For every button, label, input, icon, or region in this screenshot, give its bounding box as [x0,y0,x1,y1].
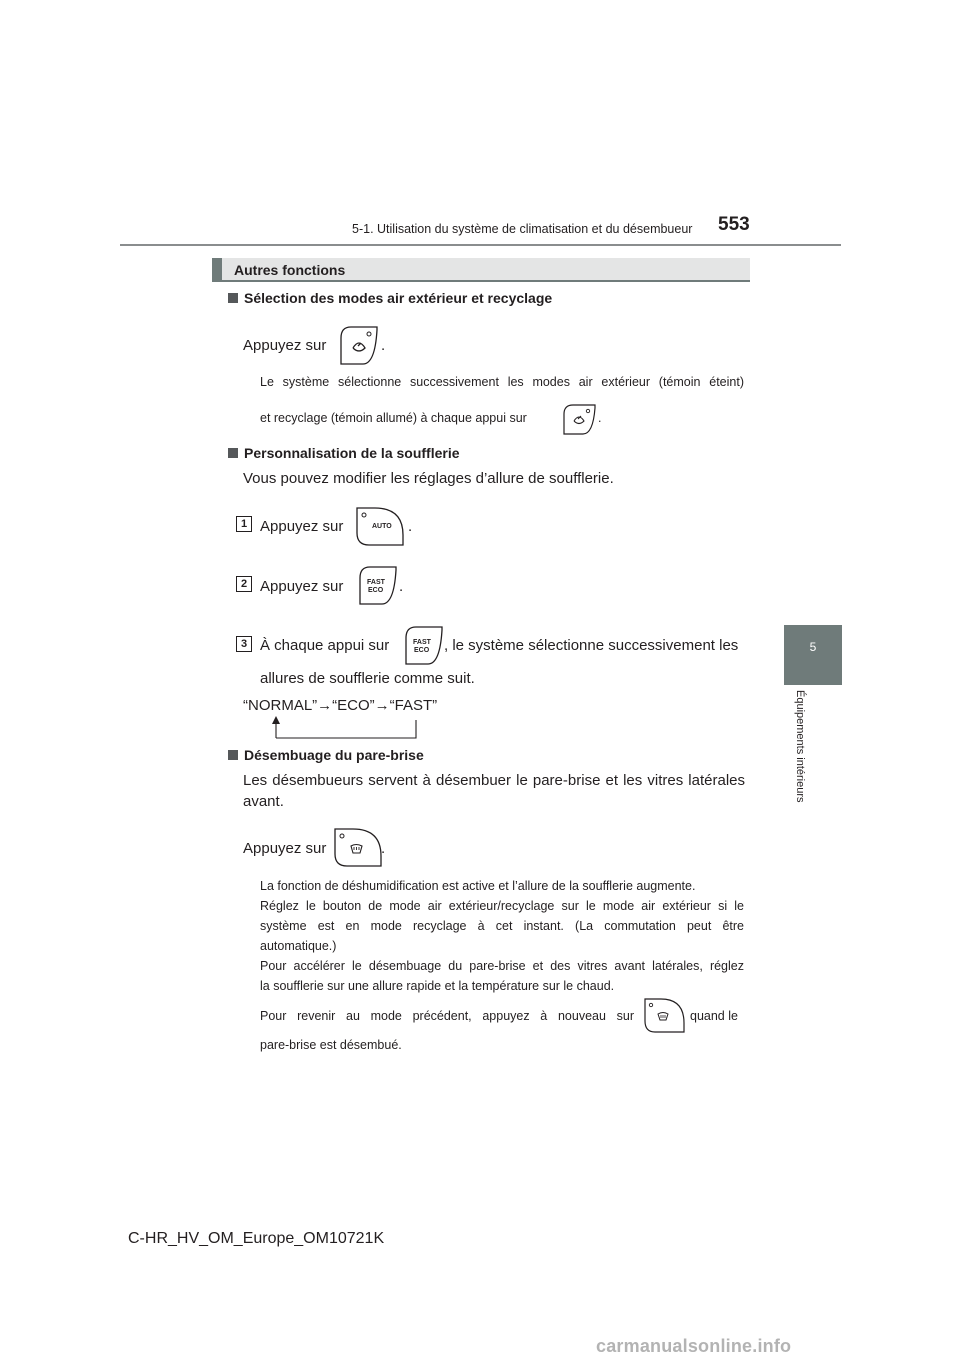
defog-intro-line2: avant. [243,793,284,810]
step-3-number: 3 [236,636,252,652]
page-number: 553 [718,214,750,235]
defog-note: Pour accélérer le désembuage du pare-brise et des vitres avant latérales, réglez [260,959,744,973]
defog-note: la soufflerie sur une allure rapide et la température sur le chaud. [260,979,615,993]
step-2-text: Appuyez sur [260,578,344,595]
recirc-button-icon [331,324,381,366]
defog-return-before: Pour revenir au mode précédent, appuyez à nouveau sur [260,1009,634,1023]
running-header-title: 5-1. Utilisation du système de climatisation et du désembueur [352,222,693,236]
defog-heading: Désembuage du pare-brise [228,747,424,763]
step-3-text-after: , le système sélectionne successivement les [444,637,739,654]
defrost-button-icon [331,826,385,868]
svg-text:FAST: FAST [413,639,431,646]
section-title: Autres fonctions [234,262,346,278]
bullet-square [228,448,238,458]
recirc-note-line1: Le système sélectionne successivement les modes air extérieur (témoin éteint) [260,375,744,389]
chapter-number: 5 [809,640,817,654]
step-3-text-before: À chaque appui sur [260,637,390,654]
svg-text:FAST: FAST [367,579,385,586]
watermark: carmanualsonline.info [596,1336,792,1356]
step-1-number: 1 [236,516,252,532]
chapter-label: Équipements intérieurs [794,690,806,803]
defog-note: Réglez le bouton de mode air extérieur/recyclage sur le mode air extérieur si le [260,899,744,913]
header-rule [120,244,841,246]
bullet-square [228,750,238,760]
auto-button-icon [353,505,407,547]
svg-text:ECO: ECO [414,647,430,654]
defog-intro-line1: Les désembueurs servent à désembuer le pare-brise et les vitres latérales [243,772,745,789]
fan-intro: Vous pouvez modifier les réglages d’allure de soufflerie. [243,470,614,487]
recirc-press-text: Appuyez sur [243,337,327,354]
step-3-line2: allures de soufflerie comme suit. [260,670,475,687]
defog-note: système est en mode recyclage à cet instant. (La commutation peut être [260,919,744,933]
recirc-period: . [381,337,386,354]
defog-press-text: Appuyez sur [243,840,327,857]
defog-return-after: quand le [690,1009,738,1023]
defog-return-line2: pare-brise est désembué. [260,1038,402,1052]
fan-heading: Personnalisation de la soufflerie [228,445,460,461]
recirc-button-icon-small [557,402,602,436]
defog-note: automatique.) [260,939,337,953]
step-1-end: . [408,518,413,535]
fast-eco-button-icon-2 [396,624,446,666]
step-2-end: . [399,578,404,595]
defog-notes [260,876,744,996]
document-code: C-HR_HV_OM_Europe_OM10721K [128,1230,385,1247]
section-header [212,258,750,282]
svg-text:ECO: ECO [368,587,384,594]
chapter-tab [784,625,842,685]
step-1-text: Appuyez sur [260,518,344,535]
recirc-note-end: . [598,411,602,425]
recirc-heading: Sélection des modes air extérieur et recyclage [228,290,552,306]
bullet-square [228,293,238,303]
recirc-note-line2: et recyclage (témoin allumé) à chaque appui sur [260,411,527,425]
defog-note: La fonction de déshumidification est active et l’allure de la soufflerie augmente. [260,879,696,893]
defog-period: . [381,840,386,857]
fast-eco-button-icon [350,564,400,606]
fan-cycle-sequence: “NORMAL”→“ECO”→“FAST” [243,697,438,714]
cycle-return-arrow [270,716,422,745]
svg-text:AUTO: AUTO [372,523,392,530]
defrost-button-icon-small [641,996,687,1034]
step-2-number: 2 [236,576,252,592]
